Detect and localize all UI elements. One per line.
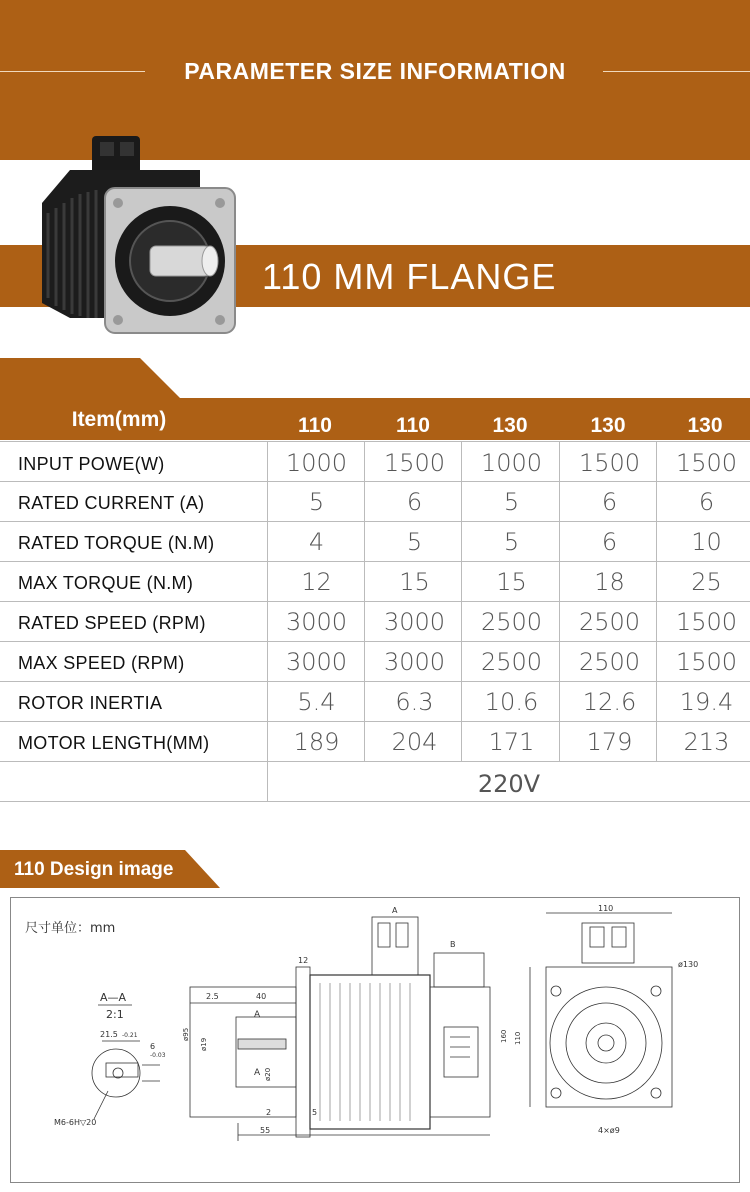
dim-a-upper: A: [254, 1010, 261, 1020]
row-divider: [0, 561, 750, 562]
table-cell: 5: [503, 528, 520, 556]
table-cell: 4: [308, 528, 325, 556]
table-cell: 2500: [578, 608, 641, 636]
table-cell: 1500: [675, 608, 738, 636]
row-divider: [0, 721, 750, 722]
table-cell: 1500: [383, 449, 446, 477]
row-divider: [0, 761, 750, 762]
table-cell: 1500: [675, 449, 738, 477]
table-cell: 6: [698, 488, 715, 516]
marker-b: B: [450, 940, 456, 949]
table-cell: 2500: [480, 648, 543, 676]
table-cell: 1000: [480, 449, 543, 477]
row-label: RATED CURRENT (A): [18, 493, 205, 513]
row-label: INPUT POWE(W): [18, 454, 165, 474]
row-divider: [0, 521, 750, 522]
dim-2-5: 2.5: [206, 992, 219, 1001]
height-160: 160: [500, 1029, 508, 1043]
pcd-dim: ø130: [678, 960, 699, 969]
table-cell: 18: [594, 568, 625, 596]
dim-40: 40: [256, 992, 267, 1001]
table-cell: 6.3: [395, 688, 434, 716]
table-cell: 10.6: [484, 688, 539, 716]
front-width: 110: [598, 904, 614, 913]
voltage-cell: 220V: [477, 770, 541, 798]
table-cell: 1500: [675, 648, 738, 676]
dim-spigot: ø95: [182, 1027, 190, 1041]
row-label: MAX TORQUE (N.M): [18, 573, 194, 593]
dim-12: 12: [298, 956, 309, 965]
row-label: MOTOR LENGTH(MM): [18, 733, 210, 753]
row-label: RATED SPEED (RPM): [18, 613, 206, 633]
item-header: Item(mm): [71, 408, 167, 431]
table-cell: 6: [406, 488, 423, 516]
hole-spec: 4×ø9: [598, 1126, 620, 1135]
dim-2: 2: [266, 1108, 272, 1117]
front-height: 110: [514, 1031, 522, 1045]
drawing-lines: [10, 897, 740, 1183]
column-header: 110: [298, 414, 332, 437]
table-cell: 5.4: [297, 688, 336, 716]
table-cell: 12.6: [582, 688, 637, 716]
table-tab: [0, 358, 180, 398]
table-cell: 15: [496, 568, 527, 596]
row-divider: [0, 681, 750, 682]
table-cell: 12: [301, 568, 332, 596]
table-cell: 171: [488, 728, 535, 756]
table-cell: 3000: [383, 608, 446, 636]
dimension-unit-label: 尺寸单位：mm: [25, 921, 116, 936]
row-divider: [0, 481, 750, 482]
column-header: 110: [396, 414, 430, 437]
table-cell: 2500: [578, 648, 641, 676]
flange-title: 110 MM FLANGE: [262, 256, 557, 297]
key-width-tol: -0.21: [122, 1032, 138, 1039]
row-divider: [0, 601, 750, 602]
row-label: ROTOR INERTIA: [18, 693, 163, 713]
table-cell: 1500: [578, 449, 641, 477]
table-cell: 213: [683, 728, 730, 756]
table-cell: 5: [308, 488, 325, 516]
table-cell: 19.4: [679, 688, 734, 716]
dim-55: 55: [260, 1126, 271, 1135]
column-header: 130: [590, 414, 626, 437]
table-cell: 3000: [285, 608, 348, 636]
page-title: PARAMETER SIZE INFORMATION: [184, 58, 566, 84]
row-label: RATED TORQUE (N.M): [18, 533, 215, 553]
table-cell: 3000: [383, 648, 446, 676]
table-cell: 5: [406, 528, 423, 556]
section-label: A—A: [100, 991, 127, 1004]
column-header: 130: [687, 414, 723, 437]
table-cell: 3000: [285, 648, 348, 676]
key-height: 6: [150, 1042, 156, 1051]
design-title: 110 Design image: [14, 859, 174, 880]
dim-tip: ø20: [264, 1067, 272, 1081]
table-cell: 6: [601, 528, 618, 556]
marker-a: A: [392, 906, 398, 915]
dim-a-lower: A: [254, 1068, 261, 1078]
row-divider: [0, 441, 750, 442]
column-header: 130: [492, 414, 528, 437]
table-cell: 2500: [480, 608, 543, 636]
table-cell: 6: [601, 488, 618, 516]
table-cell: 189: [293, 728, 340, 756]
table-cell: 204: [391, 728, 438, 756]
thread-spec: M6-6H▽20: [54, 1118, 97, 1127]
scale-label: 2:1: [106, 1008, 124, 1021]
row-label: MAX SPEED (RPM): [18, 653, 185, 673]
row-divider: [0, 641, 750, 642]
dim-shaft: ø19: [200, 1037, 208, 1051]
key-width: 21.5: [100, 1030, 118, 1039]
row-divider: [0, 801, 750, 802]
table-cell: 15: [399, 568, 430, 596]
dim-5: 5: [312, 1108, 318, 1117]
table-cell: 1000: [285, 449, 348, 477]
servo-motor-image: [30, 128, 245, 343]
table-cell: 179: [586, 728, 633, 756]
table-cell: 25: [691, 568, 722, 596]
key-height-tol: -0.03: [150, 1052, 166, 1059]
table-cell: 5: [503, 488, 520, 516]
table-cell: 10: [691, 528, 722, 556]
